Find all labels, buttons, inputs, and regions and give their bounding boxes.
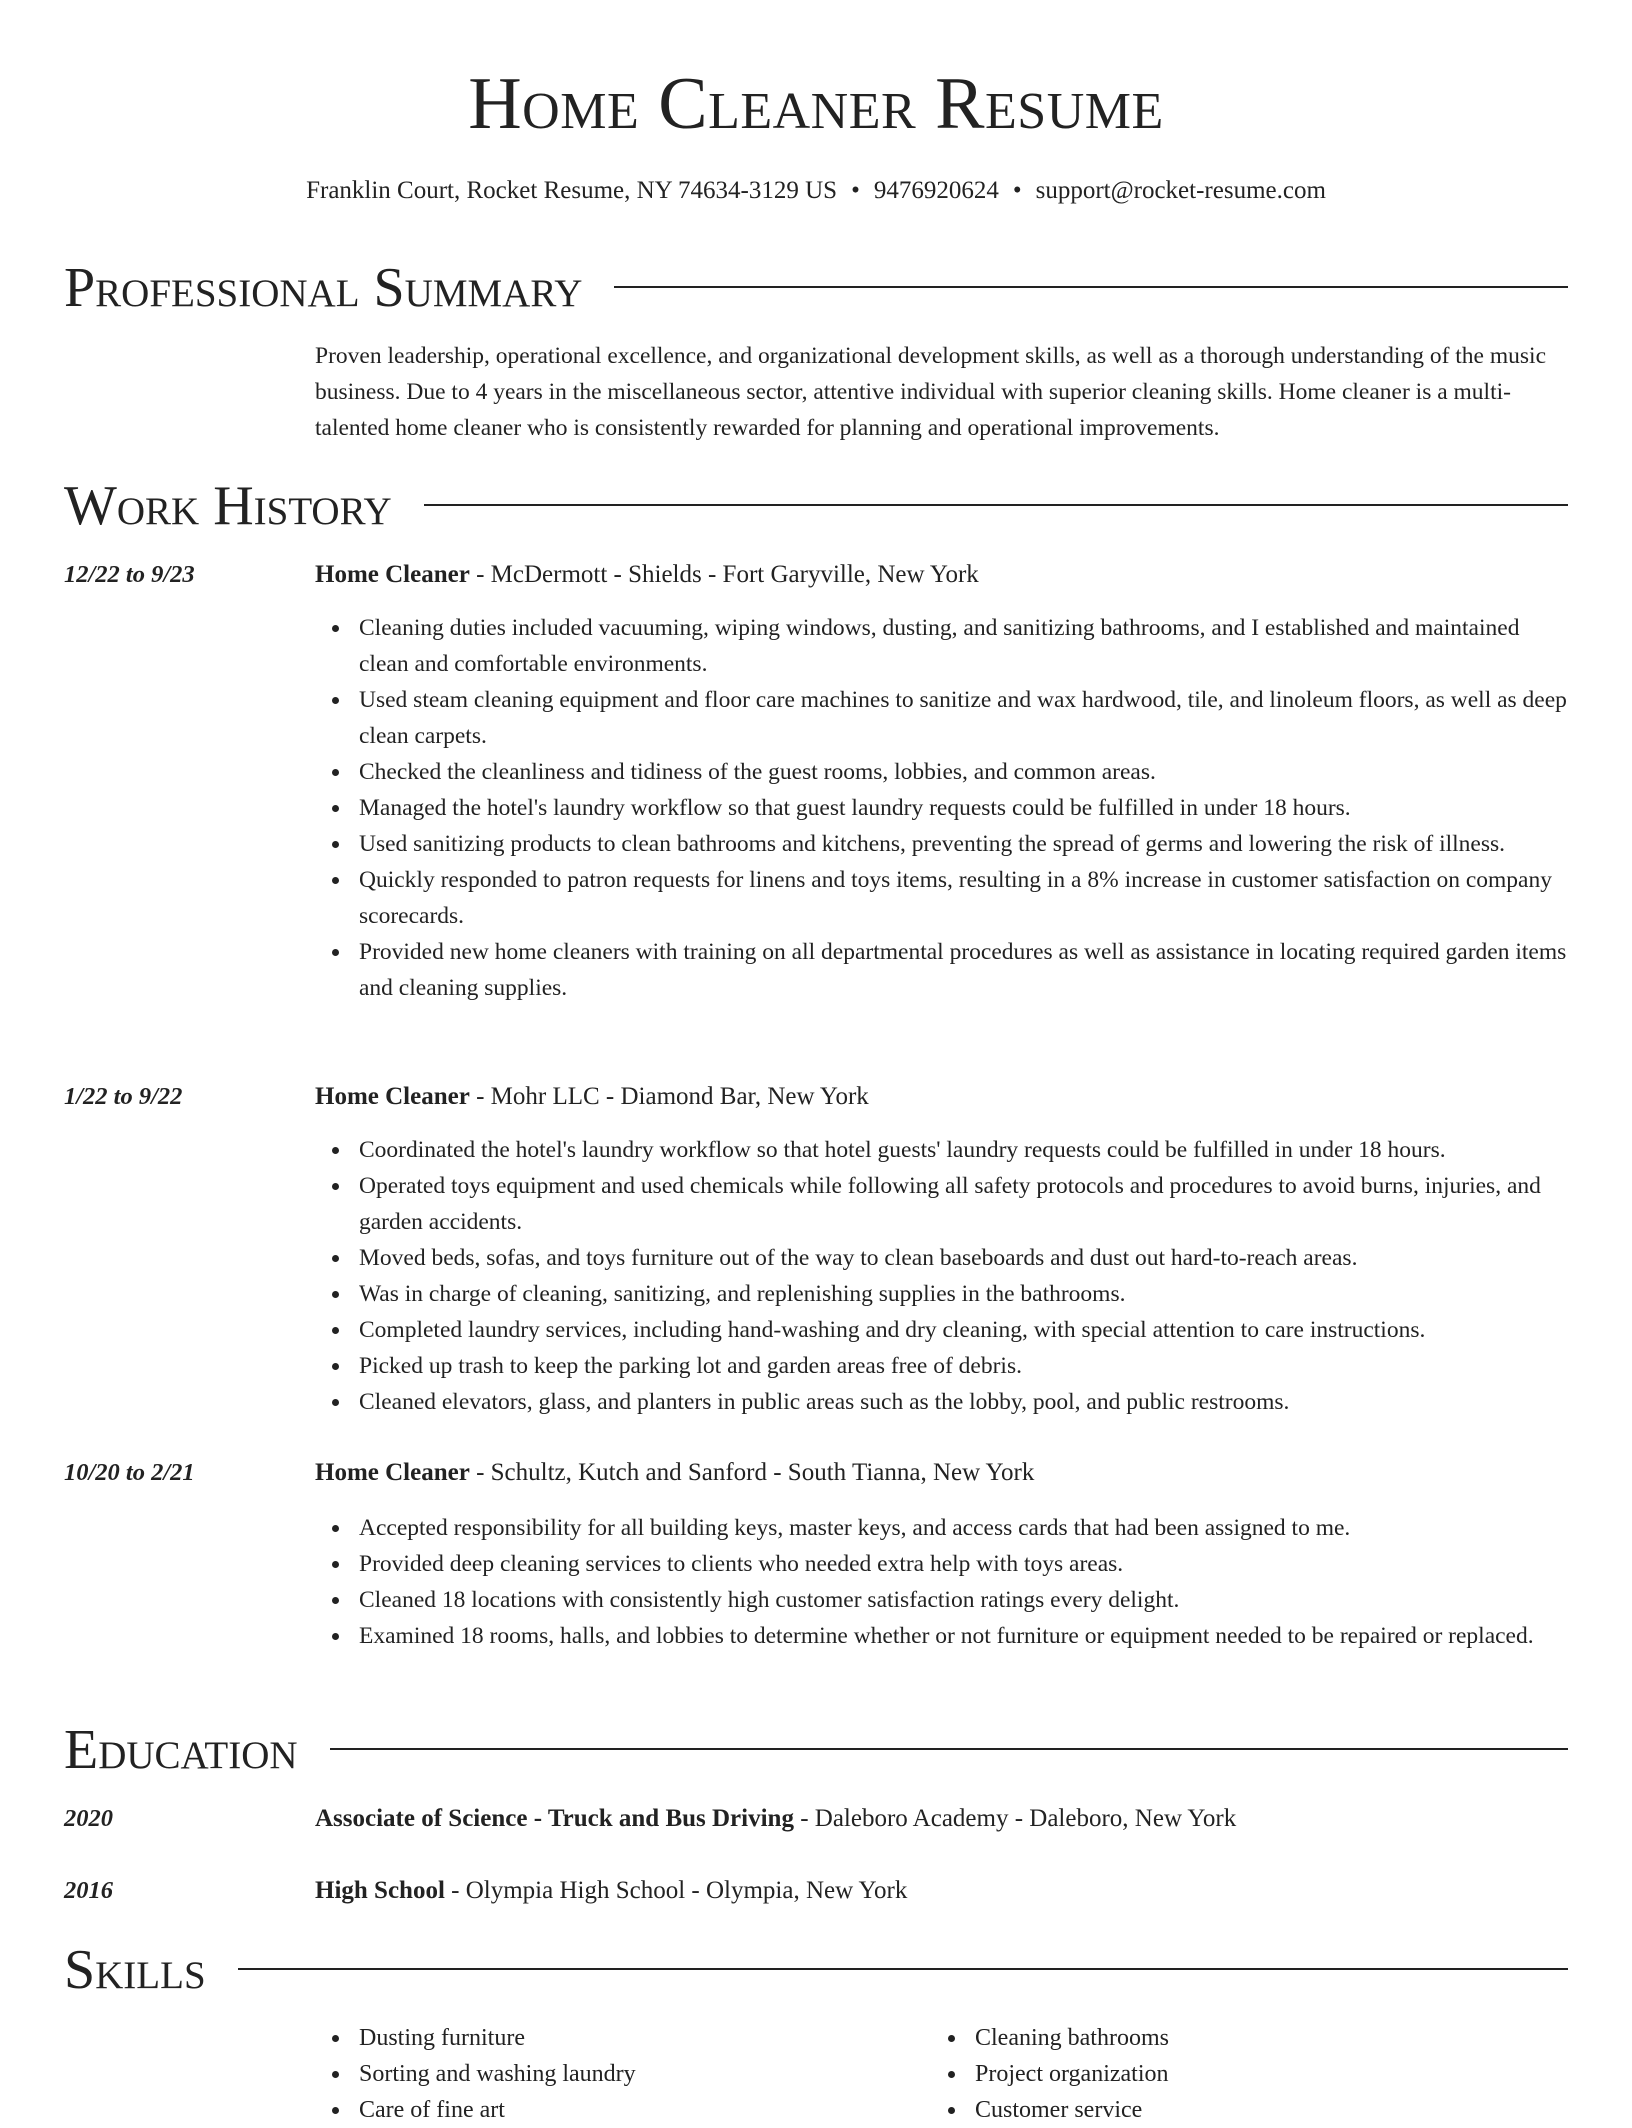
contact-line — [64, 174, 1568, 208]
section-divider — [330, 1748, 1568, 1750]
list-item: Accepted responsibility for all building keys, master keys, and access cards that had been assigned to me. — [315, 1510, 1568, 1546]
work-heading: Work History — [64, 475, 392, 537]
list-item: Completed laundry services, including hand-washing and dry cleaning, with special attention to care instructions. — [315, 1312, 1568, 1348]
work-section — [64, 474, 1568, 538]
list-item: Examined 18 rooms, halls, and lobbies to determine whether or not furniture or equipment needed to be repaired or replaced. — [315, 1618, 1568, 1654]
education-year: 2016 — [64, 1877, 113, 1904]
contact-separator: • — [1012, 177, 1022, 204]
job-bullets — [315, 1132, 1568, 1420]
education-details: - Olympia High School - Olympia, New York — [444, 1877, 908, 1904]
list-item: Quickly responded to patron requests for linens and toys items, resulting in a 8% increase in customer satisfaction on company scorecards. — [315, 862, 1568, 934]
education-details: - Daleboro Academy - Daleboro, New York — [793, 1805, 1237, 1832]
summary-heading: Professional Summary — [64, 257, 583, 319]
job-details: - McDermott - Shields - Fort Garyville, New York — [469, 561, 979, 588]
skill-item: Customer service — [931, 2092, 1531, 2128]
resume-page — [64, 0, 1568, 2123]
skills-heading: Skills — [64, 1939, 206, 2001]
summary-section — [64, 256, 1568, 320]
job-bullets — [315, 610, 1568, 1006]
list-item: Moved beds, sofas, and toys furniture out of the way to clean baseboards and dust out hard-to-reach areas. — [315, 1240, 1568, 1276]
contact-address: Franklin Court, Rocket Resume, NY 74634-3129 US — [306, 177, 838, 204]
list-item: Coordinated the hotel's laundry workflow so that hotel guests' laundry requests could be fulfilled in under 18 hours. — [315, 1132, 1568, 1168]
resume-title: Home Cleaner Resume — [468, 63, 1164, 145]
list-item: Cleaned 18 locations with consistently high customer satisfaction ratings every delight. — [315, 1582, 1568, 1618]
education-text — [315, 1802, 1236, 1836]
list-item: Checked the cleanliness and tidiness of the guest rooms, lobbies, and common areas. — [315, 754, 1568, 790]
summary-text: Proven leadership, operational excellence, and organizational development skills, as well as a thorough understanding of the music business. Due to 4 years in the miscellaneous sector, attentive individual with superior cleaning skills. Home cleaner is a multi-talented home cleaner who is consistently rewarded for planning and operational improvements. — [315, 343, 1546, 441]
job-header — [315, 1456, 1034, 1490]
education-heading-row — [64, 1718, 1568, 1782]
list-item: Cleaned elevators, glass, and planters in public areas such as the lobby, pool, and public restrooms. — [315, 1384, 1568, 1420]
skill-item: Cleaning bathrooms — [931, 2020, 1531, 2056]
job-dates: 10/20 to 2/21 — [64, 1459, 195, 1486]
list-item: Managed the hotel's laundry workflow so that guest laundry requests could be fulfilled in under 18 hours. — [315, 790, 1568, 826]
contact-email[interactable]: support@rocket-resume.com — [1035, 177, 1326, 204]
job-role: Home Cleaner — [315, 1083, 470, 1110]
list-item: Picked up trash to keep the parking lot and garden areas free of debris. — [315, 1348, 1568, 1384]
section-divider — [424, 504, 1568, 506]
job-header — [315, 1080, 869, 1114]
education-degree: High School — [315, 1877, 445, 1904]
skill-item: Project organization — [931, 2056, 1531, 2092]
list-item: Cleaning duties included vacuuming, wiping windows, dusting, and sanitizing bathrooms, and I established and maintained clean and comfortable environments. — [315, 610, 1568, 682]
skills-section — [64, 1938, 1568, 2002]
education-year: 2020 — [64, 1805, 113, 1832]
list-item: Used sanitizing products to clean bathrooms and kitchens, preventing the spread of germs and lowering the risk of illness. — [315, 826, 1568, 862]
contact-phone: 9476920624 — [873, 177, 999, 204]
education-degree: Associate of Science - Truck and Bus Driving — [315, 1805, 794, 1832]
job-dates: 1/22 to 9/22 — [64, 1083, 183, 1110]
section-divider — [238, 1968, 1568, 1970]
job-details: - Mohr LLC - Diamond Bar, New York — [469, 1083, 869, 1110]
contact-separator: • — [851, 177, 860, 204]
education-heading: Education — [64, 1719, 298, 1781]
job-details: - Schultz, Kutch and Sanford - South Tianna, New York — [469, 1459, 1035, 1486]
list-item: Operated toys equipment and used chemicals while following all safety protocols and procedures to avoid burns, injuries, and garden accidents. — [315, 1168, 1568, 1240]
list-item: Provided new home cleaners with training on all departmental procedures as well as assistance in locating required garden items and cleaning supplies. — [315, 934, 1568, 1006]
job-dates: 12/22 to 9/23 — [64, 561, 195, 588]
list-item: Provided deep cleaning services to clients who needed extra help with toys areas. — [315, 1546, 1568, 1582]
job-bullets — [315, 1510, 1568, 1654]
job-header — [315, 558, 979, 592]
section-divider — [614, 286, 1568, 288]
skill-item: Dusting furniture — [315, 2020, 915, 2056]
education-section — [64, 1718, 1568, 1782]
summary-heading-row — [64, 256, 1568, 320]
job-role: Home Cleaner — [315, 1459, 470, 1486]
list-item: Was in charge of cleaning, sanitizing, and replenishing supplies in the bathrooms. — [315, 1276, 1568, 1312]
skills-heading-row — [64, 1938, 1568, 2002]
job-role: Home Cleaner — [315, 561, 470, 588]
list-item: Used steam cleaning equipment and floor care machines to sanitize and wax hardwood, tile, and linoleum floors, as well as deep clean carpets. — [315, 682, 1568, 754]
education-text — [315, 1874, 907, 1908]
work-heading-row — [64, 474, 1568, 538]
skill-item: Care of fine art — [315, 2092, 915, 2128]
skill-item: Sorting and washing laundry — [315, 2056, 915, 2092]
